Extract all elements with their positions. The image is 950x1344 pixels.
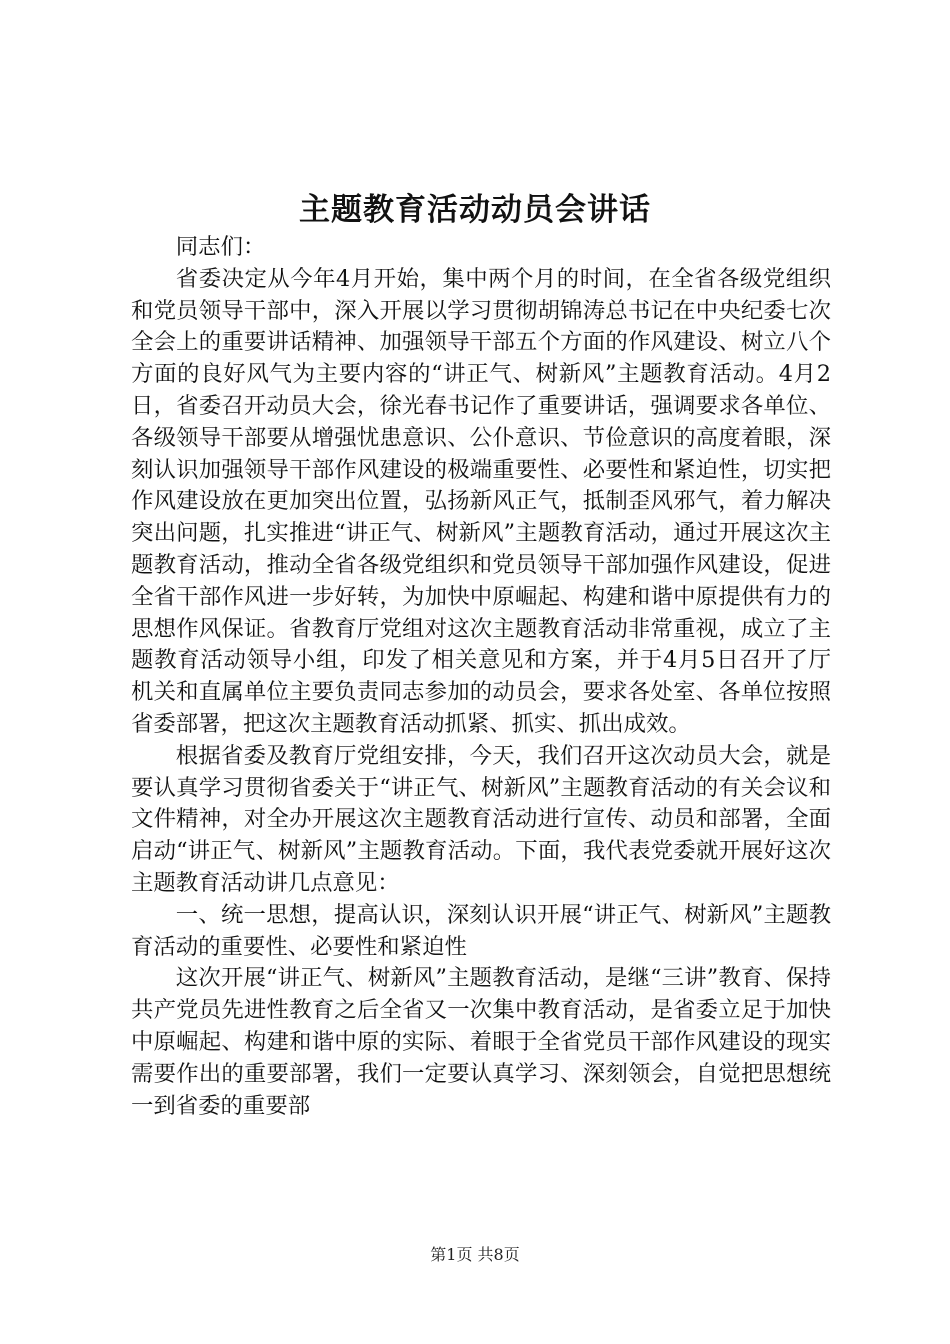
document-body — [131, 232, 831, 1122]
salutation: 同志们： — [175, 234, 266, 260]
page-number-footer: 第1页 共8页 — [430, 1245, 520, 1264]
paragraph-2: 根据省委及教育厅党组安排，今天，我们召开这次动员大会，就是要认真学习贯彻省委关于“讲正气、树新风”主题教育活动的有关会议和文件精神，对全办开展这次主题教育活动进行宣传、动员和部署，全面启动“讲正气、树新风”主题教育活动。下面，我代表党委就开展好这次主题教育活动讲几点意见： — [131, 742, 831, 896]
section-heading-1: 一、统一思想，提高认识，深刻认识开展“讲正气、树新风”主题教育活动的重要性、必要性和紧迫性 — [131, 901, 831, 960]
document-title: 主题教育活动动员会讲话 — [299, 192, 651, 228]
paragraph-1: 省委决定从今年4月开始，集中两个月的时间，在全省各级党组织和党员领导干部中，深入开展以学习贯彻胡锦涛总书记在中央纪委七次全会上的重要讲话精神、加强领导干部五个方面的作风建设、树立八个方面的良好风气为主要内容的“讲正气、树新风”主题教育活动。4月2日，省委召开动员大会，徐光春书记作了重要讲话，强调要求各单位、各级领导干部要从增强忧患意识、公仆意识、节俭意识的高度着眼，深刻认识加强领导干部作风建设的极端重要性、必要性和紧迫性，切实把作风建设放在更加突出位置，弘扬新风正气，抵制歪风邪气，着力解决突出问题，扎实推进“讲正气、树新风”主题教育活动，通过开展这次主题教育活动，推动全省各级党组织和党员领导干部加强作风建设，促进全省干部作风进一步好转，为加快中原崛起、构建和谐中原提供有力的思想作风保证。省教育厅党组对这次主题教育活动非常重视，成立了主题教育活动领导小组，印发了相关意见和方案，并于4月5日召开了厅机关和直属单位主要负责同志参加的动员会，要求各处室、各单位按照省委部署，把这次主题教育活动抓紧、抓实、抓出成效。 — [131, 265, 831, 737]
paragraph-3: 这次开展“讲正气、树新风”主题教育活动，是继“三讲”教育、保持共产党员先进性教育之后全省又一次集中教育活动，是省委立足于加快中原崛起、构建和谐中原的实际、着眼于全省党员干部作风建设的现实需要作出的重要部署，我们一定要认真学习、深刻领会，自觉把思想统一到省委的重要部 — [131, 965, 831, 1119]
